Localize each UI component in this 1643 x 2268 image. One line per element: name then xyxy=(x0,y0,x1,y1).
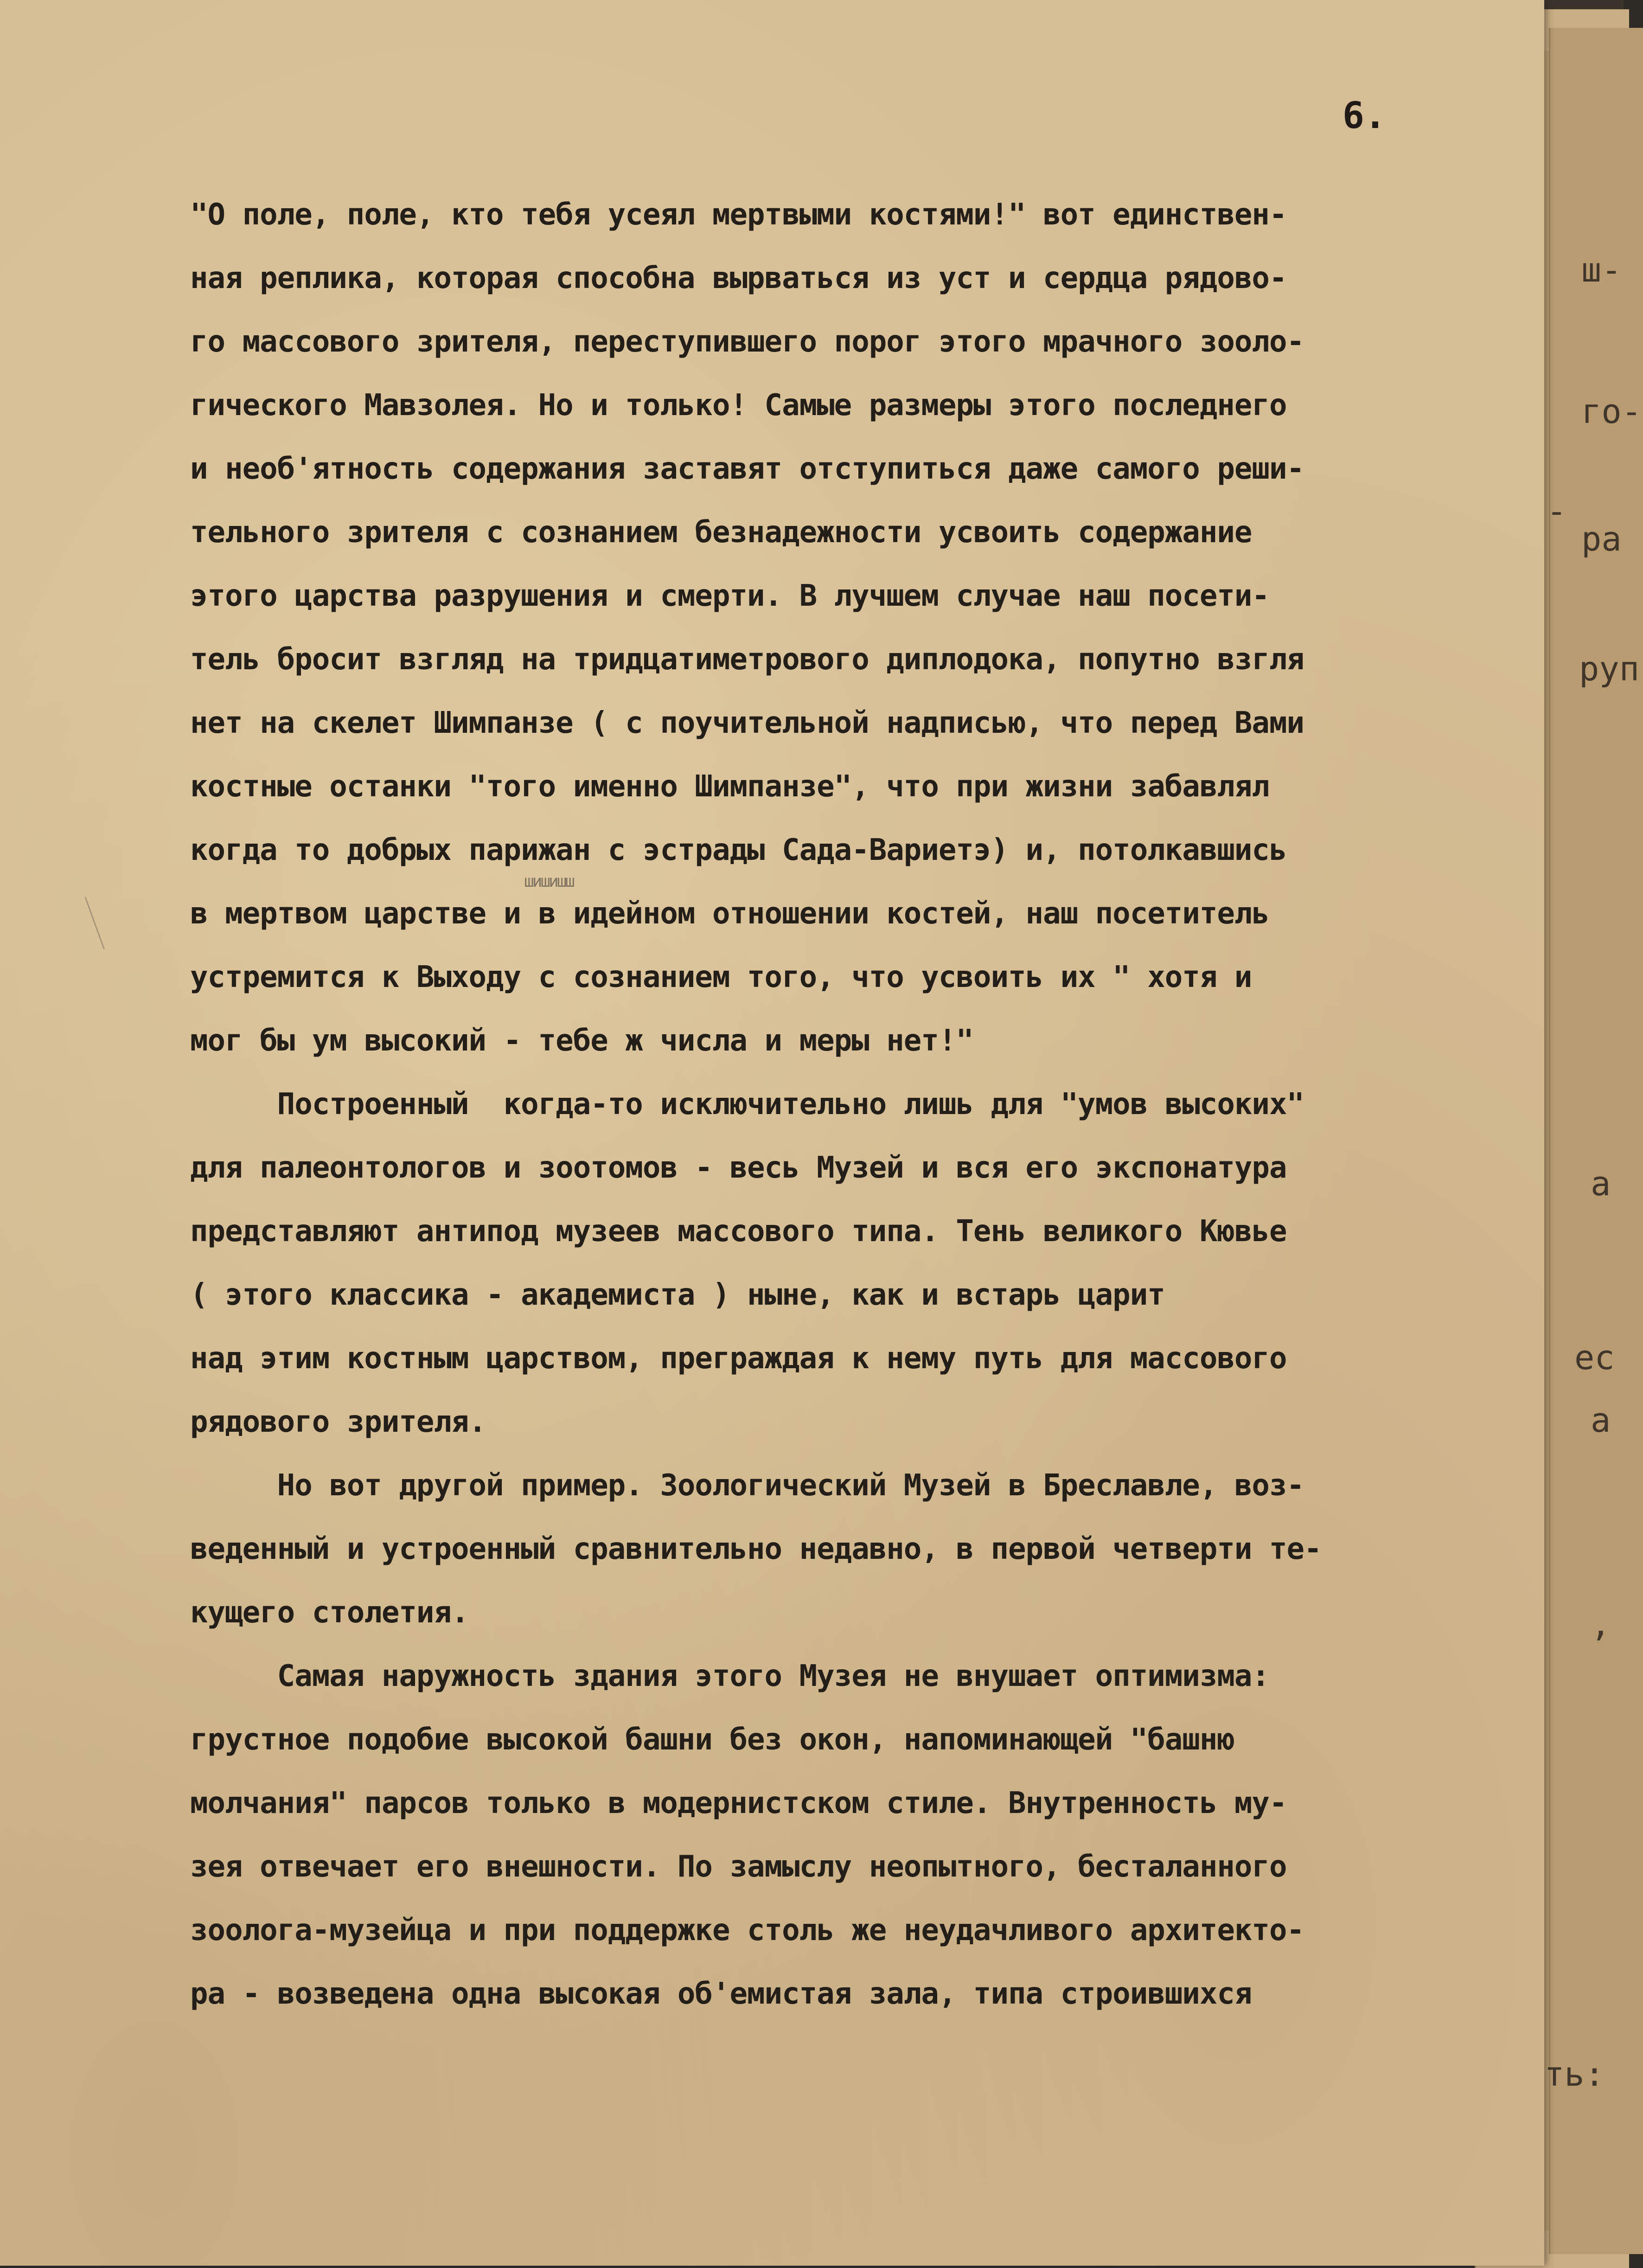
text-line: в мертвом царстве и в идейном отношении костей, наш посетитель xyxy=(190,897,1269,931)
page-number: 6. xyxy=(1343,95,1386,137)
text-line: ная реплика, которая способна вырваться из уст и сердца рядово- xyxy=(190,261,1287,295)
text-line: Самая наружность здания этого Музея не внушает оптимизма: xyxy=(190,1659,1269,1693)
text-line: костные останки "того именно Шимпанзе", что при жизни забавлял xyxy=(190,769,1269,804)
text-line: когда то добрых парижан с эстрады Сада-Вариетэ) и, потолкавшись xyxy=(190,833,1287,867)
text-line: зея отвечает его внешности. По замыслу неопытного, бесталанного xyxy=(190,1850,1287,1884)
body-text xyxy=(190,183,1535,2026)
text-line: го массового зрителя, переступившего порог этого мрачного зооло- xyxy=(190,325,1304,359)
handwritten-scribble: шишишш xyxy=(524,872,574,891)
margin-fragment: а xyxy=(1591,1401,1611,1440)
text-line: веденный и устроенный сравнительно недавно, в первой четверти те- xyxy=(190,1532,1322,1566)
text-line: ра - возведена одна высокая об'емистая зала, типа строившихся xyxy=(190,1977,1252,2011)
text-line: и необ'ятность содержания заставят отступиться даже самого реши- xyxy=(190,452,1304,486)
underlying-sheet xyxy=(1549,28,1643,2254)
text-line: тельного зрителя с сознанием безнадежности усвоить содержание xyxy=(190,515,1252,550)
text-line: для палеонтологов и зоотомов - весь Музей и вся его экспонатура xyxy=(190,1151,1287,1185)
margin-fragment: , xyxy=(1591,1605,1611,1644)
text-line: грустное подобие высокой башни без окон, напоминающей "башню xyxy=(190,1723,1234,1757)
text-line: мог бы ум высокий - тебе ж числа и меры нет!" xyxy=(190,1024,973,1058)
text-line: над этим костным царством, преграждая к нему путь для массового xyxy=(190,1341,1287,1376)
pencil-mark xyxy=(84,883,144,950)
text-line: Построенный когда-то исключительно лишь для "умов высоких" xyxy=(190,1087,1304,1121)
text-line: "О поле, поле, кто тебя усеял мертвыми костями!" вот единствен- xyxy=(190,198,1287,232)
text-line: нет на скелет Шимпанзе ( с поучительной надписью, что перед Вами xyxy=(190,706,1304,740)
margin-fragment: руп xyxy=(1579,649,1640,688)
text-line: кущего столетия. xyxy=(190,1595,469,1630)
margin-fragment: ть: xyxy=(1544,2055,1605,2094)
text-line: молчания" парсов только в модернистском стиле. Внутренность му- xyxy=(190,1786,1287,1820)
margin-fragment: го- xyxy=(1581,392,1642,431)
text-line: устремится к Выходу с сознанием того, что усвоить их " хотя и xyxy=(190,960,1252,994)
text-line: зоолога-музейца и при поддержке столь же неудачливого архитекто- xyxy=(190,1913,1304,1948)
text-line: гического Мавзолея. Но и только! Самые размеры этого последнего xyxy=(190,388,1287,423)
text-line: тель бросит взгляд на тридцатиметрового диплодока, попутно взгля xyxy=(190,642,1304,677)
text-line: Но вот другой пример. Зоологический Музей в Бреславле, воз- xyxy=(190,1468,1304,1503)
text-line: представляют антипод музеев массового типа. Тень великого Кювье xyxy=(190,1214,1287,1249)
margin-fragment: ш- xyxy=(1581,250,1622,289)
margin-fragment: ра xyxy=(1581,519,1622,558)
margin-fragment: ес xyxy=(1574,1338,1615,1377)
text-line: рядового зрителя. xyxy=(190,1405,486,1439)
margin-fragment: - xyxy=(1547,492,1567,531)
margin-fragment: а xyxy=(1591,1164,1611,1203)
text-line: ( этого классика - академиста ) ныне, как и встарь царит xyxy=(190,1278,1165,1312)
text-line: этого царства разрушения и смерти. В лучшем случае наш посети- xyxy=(190,579,1269,613)
